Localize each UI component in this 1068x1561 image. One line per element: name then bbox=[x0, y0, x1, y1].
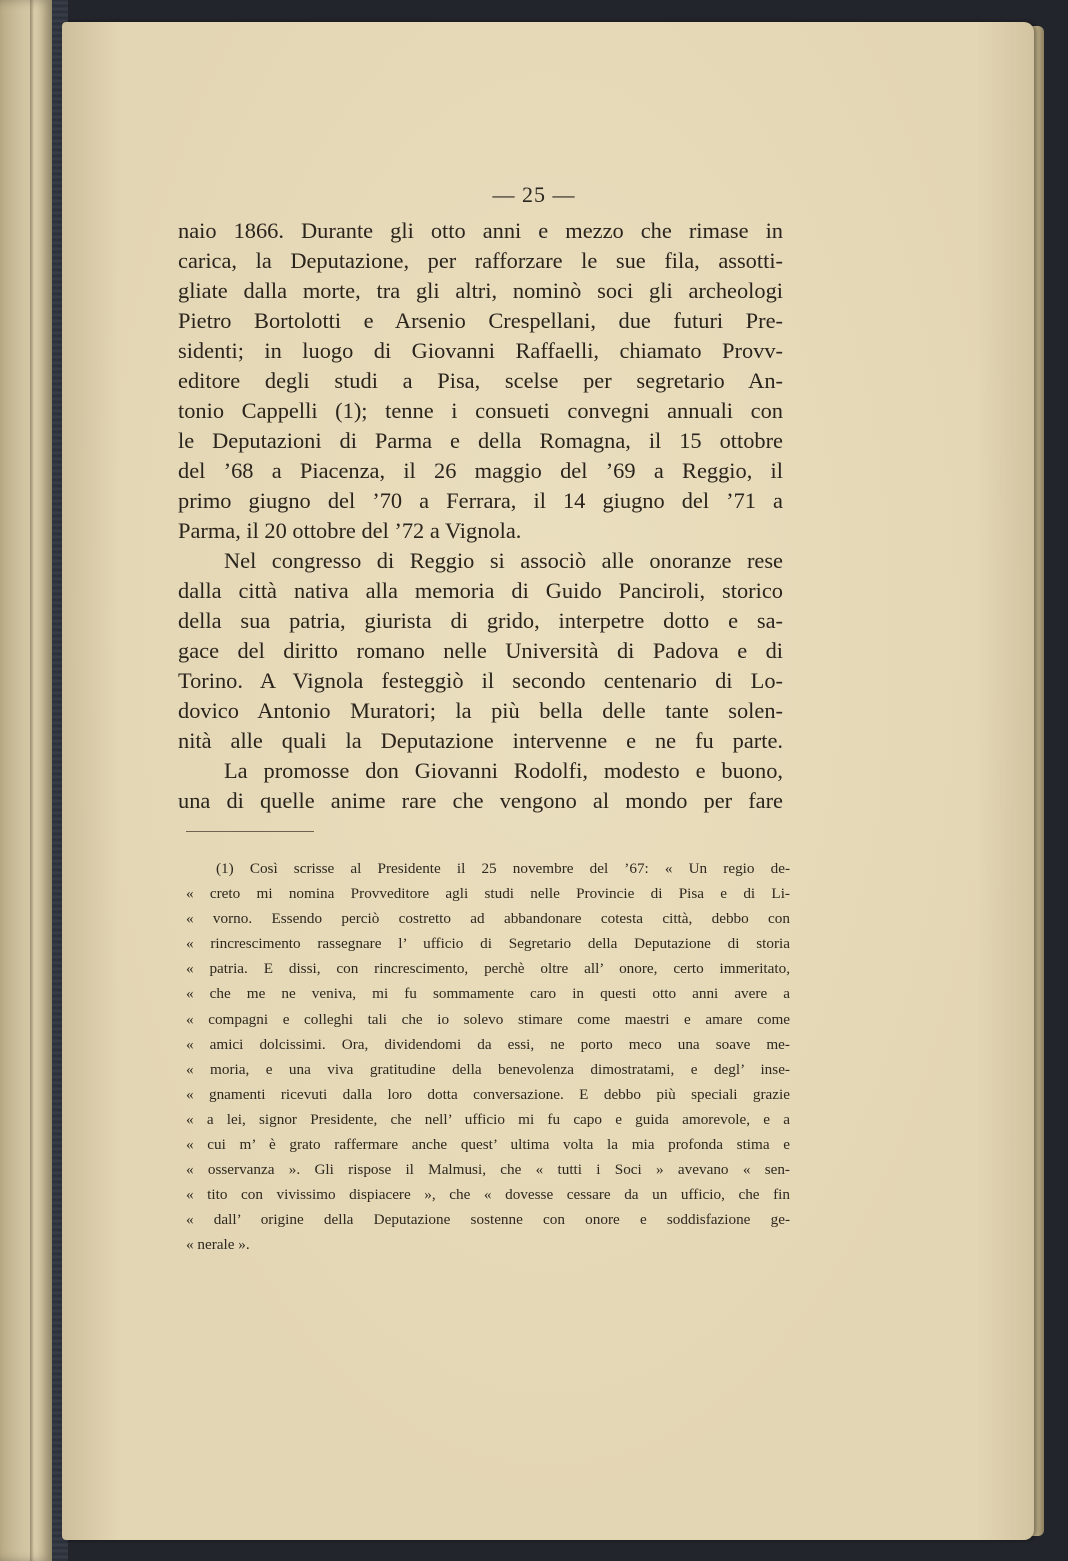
footnote-line: « gnamenti ricevuti dalla loro dotta conversazione. E debbo più speciali grazie bbox=[186, 1085, 790, 1103]
footnote-line: « che me ne veniva, mi fu sommamente caro in questi otto anni avere a bbox=[186, 985, 790, 1003]
text-line: una di quelle anime rare che vengono al mondo per fare bbox=[178, 788, 783, 813]
text-line: le Deputazioni di Parma e della Romagna, il 15 ottobre bbox=[178, 428, 783, 453]
footnote-line: « creto mi nomina Provveditore agli studi nelle Provincie di Pisa e di Li- bbox=[186, 885, 790, 903]
footnote-line: « dall’ origine della Deputazione sostenne con onore e soddisfazione ge- bbox=[186, 1211, 790, 1229]
text-line: Nel congresso di Reggio si associò alle onoranze rese bbox=[224, 548, 783, 573]
text-line: della sua patria, giurista di grido, interpetre dotto e sa- bbox=[178, 608, 783, 633]
footnote-line: « a lei, signor Presidente, che nell’ ufficio mi fu capo e guida amorevole, e a bbox=[186, 1110, 790, 1128]
text-line: Torino. A Vignola festeggiò il secondo centenario di Lo- bbox=[178, 668, 783, 693]
footnote-line: « rincrescimento rassegnare l’ ufficio di Segretario della Deputazione di storia bbox=[186, 935, 790, 953]
text-line: sidenti; in luogo di Giovanni Raffaelli, chiamato Provv- bbox=[178, 338, 783, 363]
footnote-line: « nerale ». bbox=[186, 1236, 250, 1254]
main-text bbox=[178, 216, 783, 816]
text-line: nità alle quali la Deputazione intervenne e ne fu parte. bbox=[178, 728, 783, 753]
text-line: dovico Antonio Muratori; la più bella delle tante solen- bbox=[178, 698, 783, 723]
footnote-line: « tito con vivissimo dispiacere », che « dovesse cessare da un ufficio, che fin bbox=[186, 1186, 790, 1204]
text-line: editore degli studi a Pisa, scelse per segretario An- bbox=[178, 368, 783, 393]
text-line: primo giugno del ’70 a Ferrara, il 14 giugno del ’71 a bbox=[178, 488, 783, 513]
footnote bbox=[186, 856, 790, 1258]
footnote-line: « moria, e una viva gratitudine della benevolenza dimostratami, e degl’ inse- bbox=[186, 1060, 790, 1078]
footnote-line: « osservanza ». Gli rispose il Malmusi, che « tutti i Soci » avevano « sen- bbox=[186, 1161, 790, 1179]
text-line: gliate dalla morte, tra gli altri, nominò soci gli archeologi bbox=[178, 278, 783, 303]
footnote-line: « compagni e colleghi tali che io solevo stimare come maestri e amare come bbox=[186, 1010, 790, 1028]
footnote-line: (1) Così scrisse al Presidente il 25 novembre del ’67: « Un regio de- bbox=[216, 860, 790, 877]
previous-page-edge bbox=[0, 0, 52, 1561]
text-line: Parma, il 20 ottobre del ’72 a Vignola. bbox=[178, 518, 522, 543]
footnote-separator bbox=[186, 831, 314, 832]
page-number: — 25 — bbox=[492, 182, 576, 207]
text-line: dalla città nativa alla memoria di Guido Panciroli, storico bbox=[178, 578, 783, 603]
text-line: del ’68 a Piacenza, il 26 maggio del ’69 a Reggio, il bbox=[178, 458, 783, 483]
text-line: gace del diritto romano nelle Università di Padova e di bbox=[178, 638, 783, 663]
text-line: tonio Cappelli (1); tenne i consueti convegni annuali con bbox=[178, 398, 783, 423]
footnote-line: « cui m’ è grato raffermare anche quest’ ultima volta la mia profonda stima e bbox=[186, 1136, 790, 1154]
text-line: naio 1866. Durante gli otto anni e mezzo che rimase in bbox=[178, 218, 783, 243]
text-line: carica, la Deputazione, per rafforzare le sue fila, assotti- bbox=[178, 248, 783, 273]
footnote-line: « vorno. Essendo perciò costretto ad abbandonare cotesta città, debbo con bbox=[186, 910, 790, 928]
text-line: Pietro Bortolotti e Arsenio Crespellani, due futuri Pre- bbox=[178, 308, 783, 333]
footnote-line: « patria. E dissi, con rincrescimento, perchè oltre all’ onore, certo immeritato, bbox=[186, 960, 790, 978]
text-line: La promosse don Giovanni Rodolfi, modesto e buono, bbox=[224, 758, 783, 783]
previous-page-shadow bbox=[30, 0, 34, 1561]
footnote-line: « amici dolcissimi. Ora, dividendomi da essi, ne porto meco una soave me- bbox=[186, 1035, 790, 1053]
